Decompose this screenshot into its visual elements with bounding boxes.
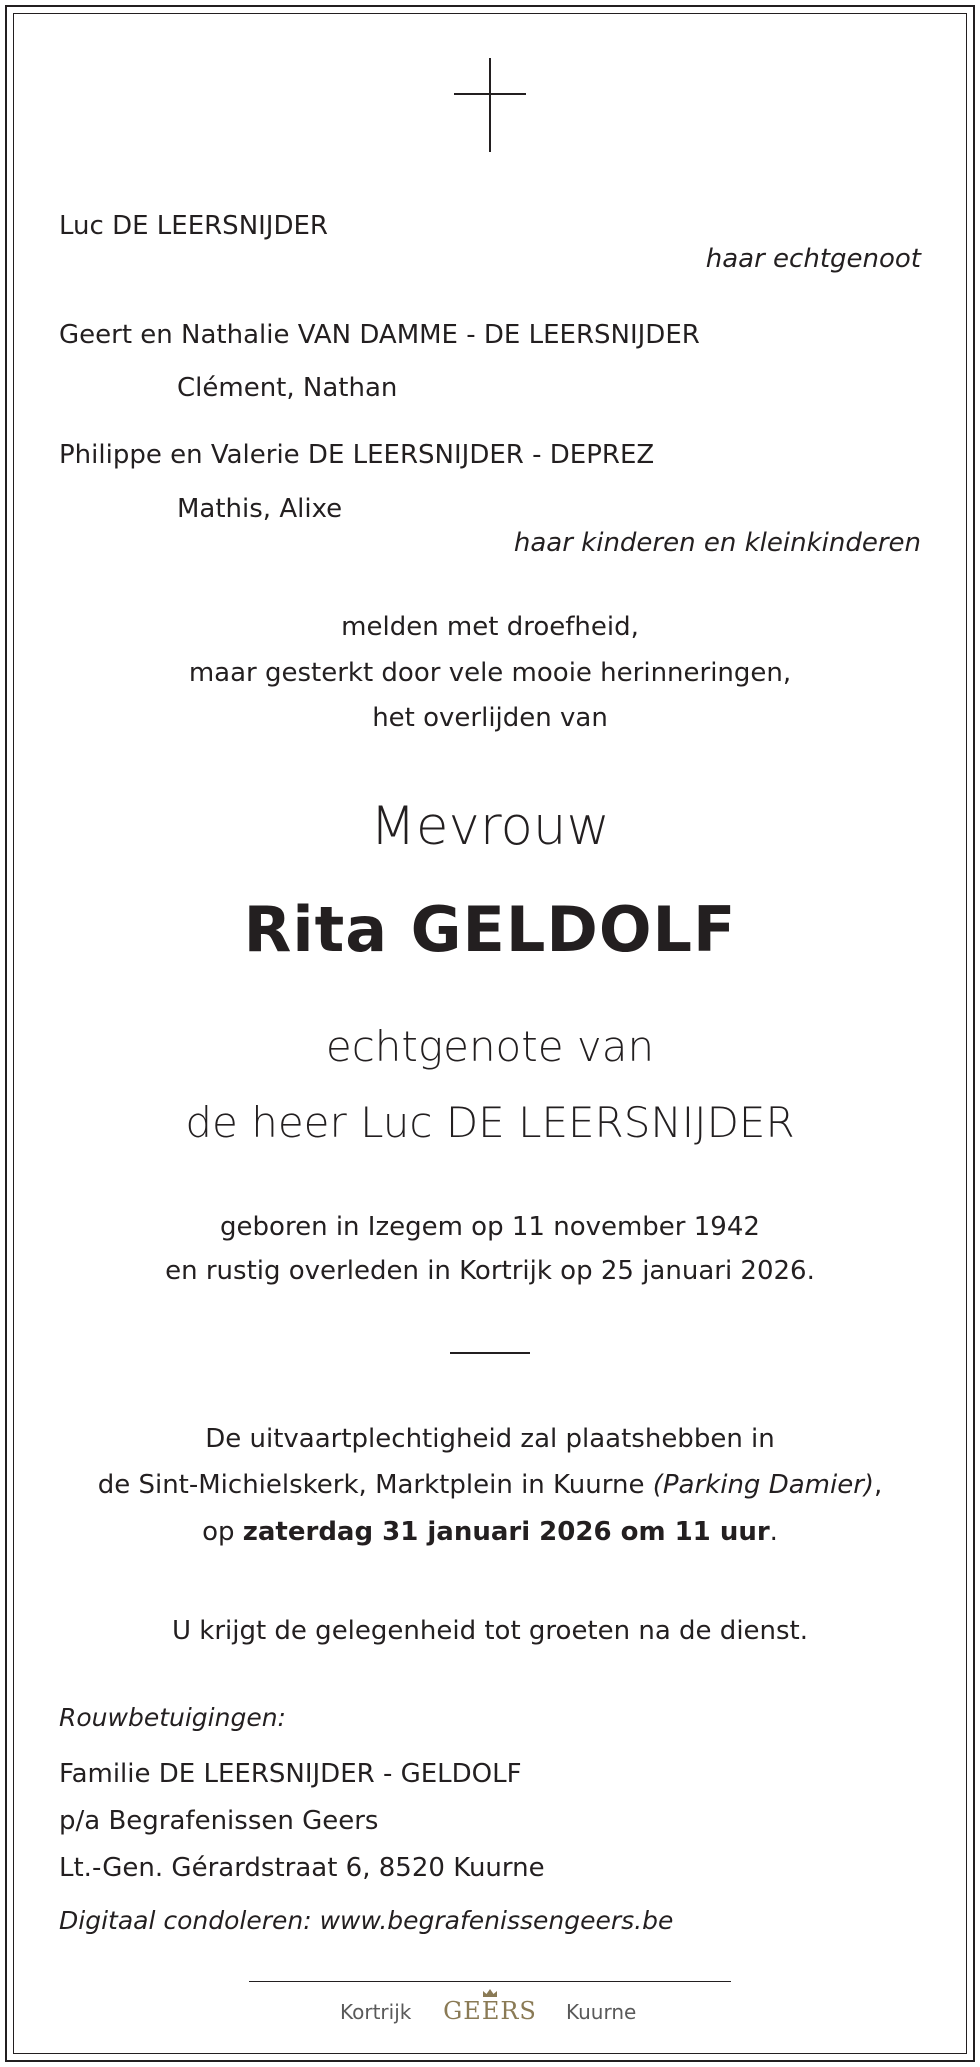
death-line: en rustig overleden in Kortrijk op 25 januari 2026. [165, 1256, 815, 1286]
ceremony-line-1: De uitvaartplechtigheid zal plaatshebben in [205, 1424, 775, 1454]
announcement-line-3: het overlijden van [372, 703, 608, 733]
ceremony-comma: , [874, 1470, 883, 1500]
digital-condolence: Digitaal condoleren: www.begrafenissengeers.be [59, 1906, 674, 1935]
grandchildren1-line: Clément, Nathan [177, 373, 398, 403]
ceremony-parking: (Parking Damier) [652, 1470, 875, 1500]
ceremony-op: op [202, 1517, 243, 1547]
announcement-line-1: melden met droefheid, [341, 612, 639, 642]
salutation: Mevrouw [370, 796, 610, 857]
ceremony-period: . [769, 1517, 778, 1547]
separator-short [450, 1352, 530, 1354]
ceremony-datetime: zaterdag 31 januari 2026 om 11 uur [242, 1517, 770, 1547]
address-line-2: p/a Begrafenissen Geers [59, 1806, 379, 1836]
deceased-name: Rita GELDOLF [243, 893, 737, 966]
birth-line: geboren in Izegem op 11 november 1942 [220, 1212, 760, 1242]
greeting-line: U krijgt de gelegenheid tot groeten na de dienst. [171, 1616, 809, 1646]
relation-line-1: echtgenote van [325, 1022, 655, 1071]
geers-logo [438, 1988, 542, 2024]
children-role: haar kinderen en kleinkinderen [513, 528, 921, 558]
ceremony-location: de Sint-Michielskerk, Marktplein in Kuurne [97, 1470, 653, 1500]
child2-line: Philippe en Valerie DE LEERSNIJDER - DEPREZ [59, 440, 655, 470]
geers-wordmark: GEERS [443, 1997, 537, 2025]
husband-role: haar echtgenoot [705, 244, 921, 274]
ceremony-line-3 [0, 1517, 980, 1547]
address-line-1: Familie DE LEERSNIJDER - GELDOLF [59, 1759, 522, 1789]
condolences-heading: Rouwbetuigingen: [59, 1703, 286, 1732]
footer-city-right: Kuurne [566, 2000, 637, 2024]
relation-line-2: de heer Luc DE LEERSNIJDER [185, 1098, 795, 1147]
ceremony-line-2 [0, 1470, 980, 1500]
footer-city-left: Kortrijk [340, 2000, 412, 2024]
announcement-line-2: maar gesterkt door vele mooie herinneringen, [188, 658, 792, 688]
grandchildren2-line: Mathis, Alixe [177, 494, 343, 524]
address-line-3: Lt.-Gen. Gérardstraat 6, 8520 Kuurne [59, 1853, 545, 1883]
husband-name: Luc DE LEERSNIJDER [59, 211, 328, 241]
footer-rule [249, 1981, 731, 1982]
child1-line: Geert en Nathalie VAN DAMME - DE LEERSNIJDER [59, 320, 700, 350]
